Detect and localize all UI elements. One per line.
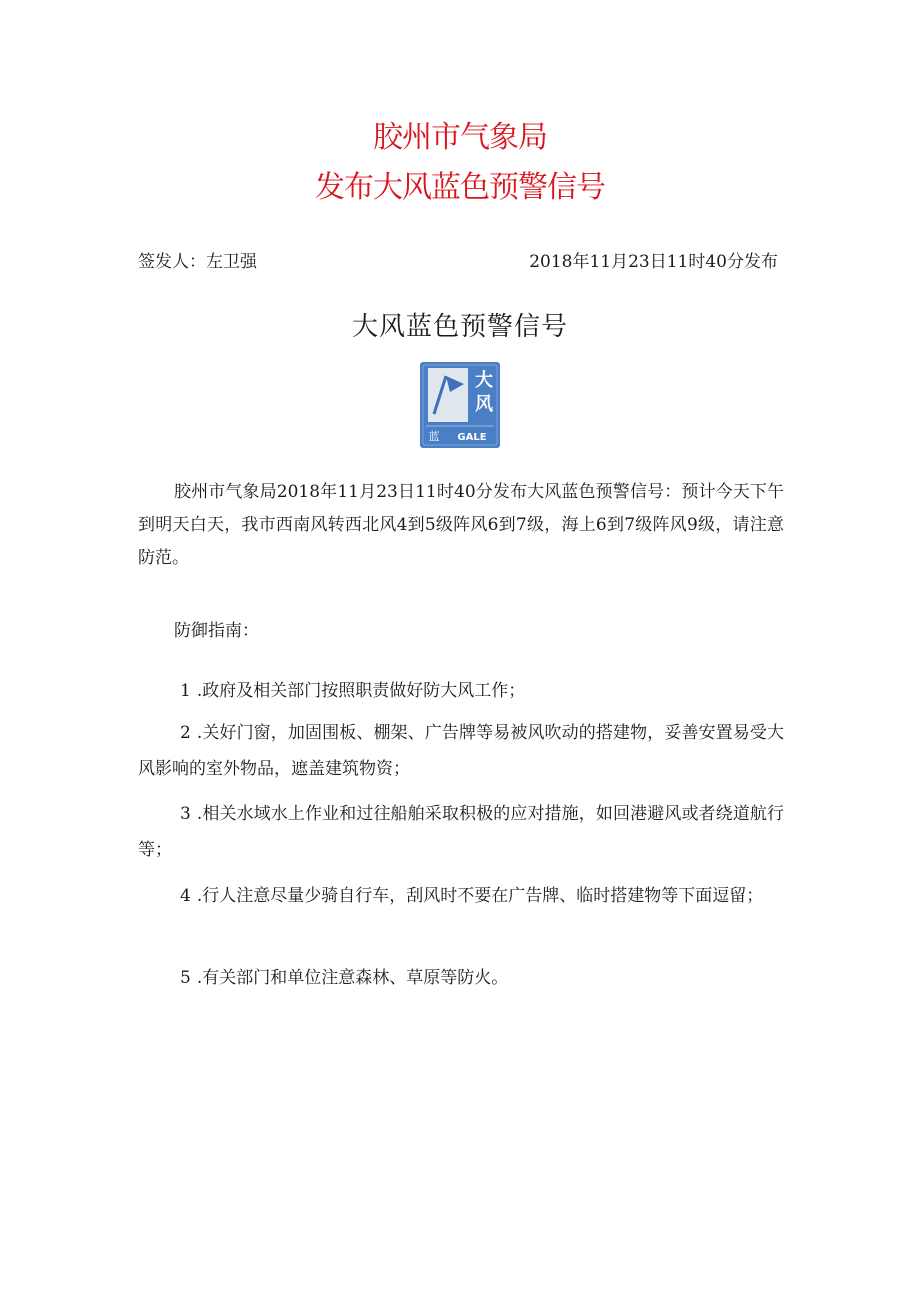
guide-item-text: .关好门窗，加固围板、棚架、广告牌等易被风吹动的搭建物，妥善安置易受大风影响的室外物品，遮盖建筑物资； [138, 723, 784, 779]
icon-en-text: GALE [457, 432, 487, 443]
page-title-line1: 胶州市气象局 [373, 120, 547, 155]
warning-paragraph: 胶州市气象局2018年11月23日11时40分发布大风蓝色预警信号：预计今天下午到明天白天，我市西南风转西北风4到5级阵风6到7级，海上6到7级阵风9级，请注意防范。 [138, 482, 784, 568]
issue-time: 2018年11月23日11时40分发布 [529, 252, 778, 272]
page-title-line2: 发布大风蓝色预警信号 [315, 170, 605, 205]
issuer-label: 签发人：左卫强 [138, 252, 257, 272]
icon-level-text: 蓝 [428, 430, 440, 443]
guide-item-number: 1 [180, 681, 191, 701]
guide-heading: 防御指南： [174, 621, 259, 641]
guide-item-5 [138, 960, 784, 996]
guide-item-text: .相关水域水上作业和过往船舶采取积极的应对措施，如回港避风或者绕道航行等； [138, 804, 784, 860]
guide-item-4 [138, 878, 784, 914]
icon-text-top: 大 [475, 370, 493, 391]
icon-text-bottom: 风 [475, 394, 493, 415]
guide-item-number: 5 [180, 968, 191, 988]
guide-item-number: 3 [180, 804, 191, 824]
guide-item-1 [138, 673, 784, 709]
guide-item-text: .政府及相关部门按照职责做好防大风工作； [196, 681, 526, 701]
guide-item-2 [138, 715, 784, 787]
guide-item-number: 4 [180, 886, 191, 906]
guide-item-3 [138, 796, 784, 868]
guide-item-number: 2 [180, 723, 191, 743]
gale-blue-warning-icon [420, 362, 500, 448]
signal-title: 大风蓝色预警信号 [351, 312, 568, 342]
guide-item-text: .行人注意尽量少骑自行车，刮风时不要在广告牌、临时搭建物等下面逗留； [196, 886, 764, 906]
issue-meta [138, 249, 778, 275]
guide-item-text: .有关部门和单位注意森林、草原等防火。 [196, 968, 509, 988]
